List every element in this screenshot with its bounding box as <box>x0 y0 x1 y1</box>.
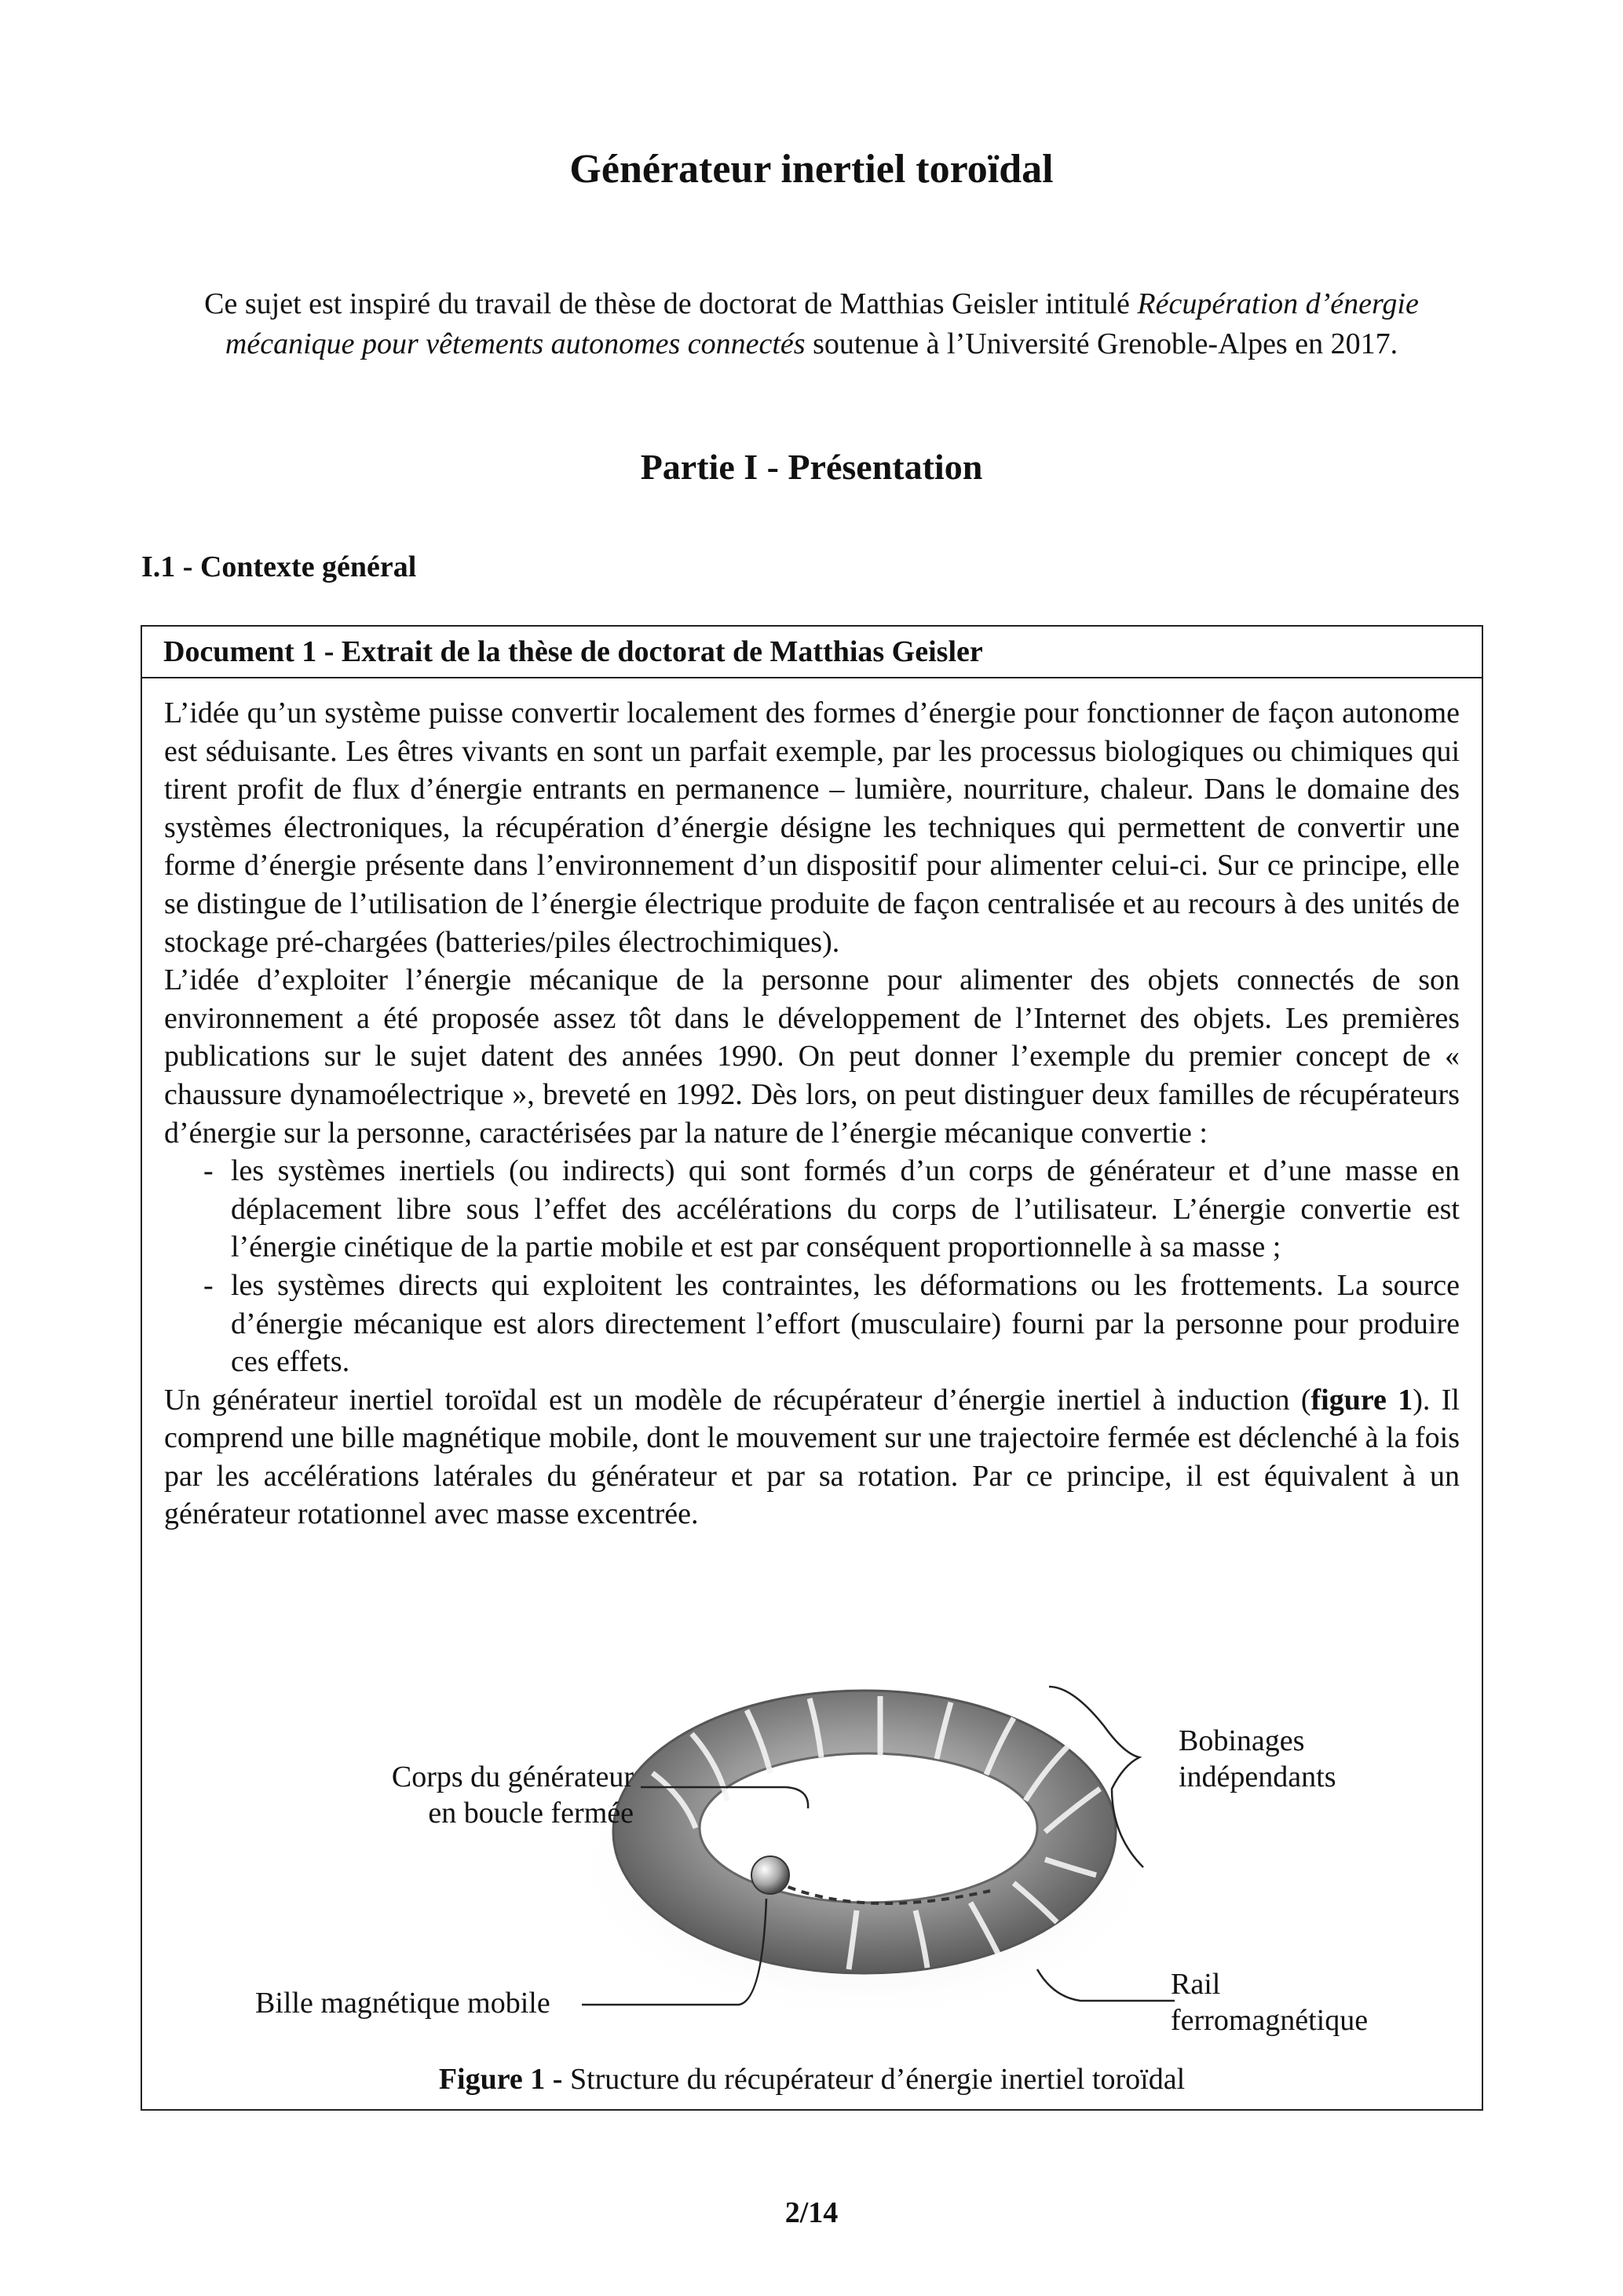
page-number: 2/14 <box>784 2196 839 2229</box>
document-paragraph-2: L’idée d’exploiter l’énergie mécanique de la personne pour alimenter des objets connectés de son environnement a été proposée assez tôt dans le développement de l’Internet des objets. Les premières publications sur le sujet datent des années 1990. On peut donner l’exemple du premier concept de « chaussure dynamoélectrique », breveté en 1992. Dès lors, on peut distinguer deux familles de récupérateurs d’énergie sur la personne, caractérisées par la nature de l’énergie mécanique convertie : <box>164 963 1460 1150</box>
intro-text-after: soutenue à l’Université Grenoble-Alpes en 2017. <box>805 327 1398 360</box>
label-rail-line-2: ferromagnétique <box>1171 2004 1369 2037</box>
list-dash: - <box>203 1268 214 1302</box>
energy-families-list <box>164 1152 1460 1381</box>
thesis-title: Récupération d’énergie mécanique pour vêtements autonomes connectés <box>225 287 1419 360</box>
torus-hole <box>700 1753 1037 1903</box>
list-item <box>164 1267 1460 1381</box>
label-coils-line-1: Bobinages <box>1179 1724 1305 1757</box>
label-body-line-1: Corps du générateur <box>391 1760 634 1793</box>
figure-1 <box>142 1640 1482 2111</box>
list-item <box>164 1152 1460 1267</box>
document-paragraph-1: L’idée qu’un système puisse convertir localement des formes d’énergie pour fonctionner de façon autonome est séduisante. Les êtres vivants en sont un parfait exemple, par les processus biologiques ou chimiques qui tirent profit de flux d’énergie entrants en permanence – lumière, nourriture, chaleur. Dans le domaine des systèmes électroniques, la récupération d’énergie désigne les techniques qui permettent de convertir une forme d’énergie présente dans l’environnement d’un dispositif pour alimenter celui-ci. Sur ce principe, elle se distingue de l’utilisation de l’énergie électrique produite de façon centralisée et au recours à des unités de stockage pré-chargées (batteries/piles électrochimiques). <box>164 696 1460 959</box>
document-header: Document 1 - Extrait de la thèse de doctorat de Matthias Geisler <box>142 627 1482 678</box>
document-box <box>141 625 1483 2111</box>
label-rail-line-1: Rail <box>1171 1968 1221 2001</box>
figure-reference: figure 1 <box>1310 1383 1413 1417</box>
document-paragraph-3 <box>164 1381 1460 1534</box>
label-coils <box>1179 1723 1336 1795</box>
figure-caption-text: Structure du récupérateur d’énergie inertiel toroïdal <box>562 2063 1186 2096</box>
label-magnetic-ball: Bille magnétique mobile <box>255 1987 550 2020</box>
label-rail <box>1171 1966 1368 2038</box>
intro-text-before: Ce sujet est inspiré du travail de thèse de doctorat de Matthias Geisler intitulé <box>204 287 1138 320</box>
figure-caption-label: Figure 1 - <box>438 2063 563 2096</box>
page-title: Générateur inertiel toroïdal <box>569 147 1054 192</box>
list-item-text: les systèmes directs qui exploitent les contraintes, les déformations ou les frottements. La source d’énergie mécanique est alors directement l’effort (musculaire) fourni par la personne pour produire ces effets. <box>231 1268 1460 1379</box>
list-dash: - <box>203 1154 214 1188</box>
intro-paragraph <box>141 284 1482 364</box>
label-generator-body <box>382 1759 634 1831</box>
list-item-text: les systèmes inertiels (ou indirects) qui sont formés d’un corps de générateur et d’une masse en déplacement libre sous l’effet des accélérations du corps de l’utilisateur. L’énergie convertie est l’énergie cinétique de la partie mobile et est par conséquent proportionnelle à sa masse ; <box>231 1154 1460 1264</box>
section-title: I.1 - Contexte général <box>141 550 417 583</box>
part-title: Partie I - Présentation <box>640 447 983 487</box>
label-body-line-2: en boucle fermée <box>428 1797 634 1830</box>
figure-caption <box>142 2062 1482 2097</box>
label-coils-line-2: indépendants <box>1179 1760 1336 1793</box>
document-body <box>142 678 1482 1534</box>
toroidal-generator-illustration <box>142 1640 1482 2111</box>
magnetic-ball <box>751 1856 789 1894</box>
paragraph-3-text-before: Un générateur inertiel toroïdal est un modèle de récupérateur d’énergie inertiel à induction ( <box>164 1383 1311 1417</box>
paragraph-3-text-after: ). Il comprend une bille magnétique mobile, dont le mouvement sur une trajectoire fermée est déclenché à la fois par les accélérations latérales du générateur et par sa rotation. Par ce principe, il est équivalent à un générateur rotationnel avec masse excentrée. <box>164 1383 1460 1531</box>
